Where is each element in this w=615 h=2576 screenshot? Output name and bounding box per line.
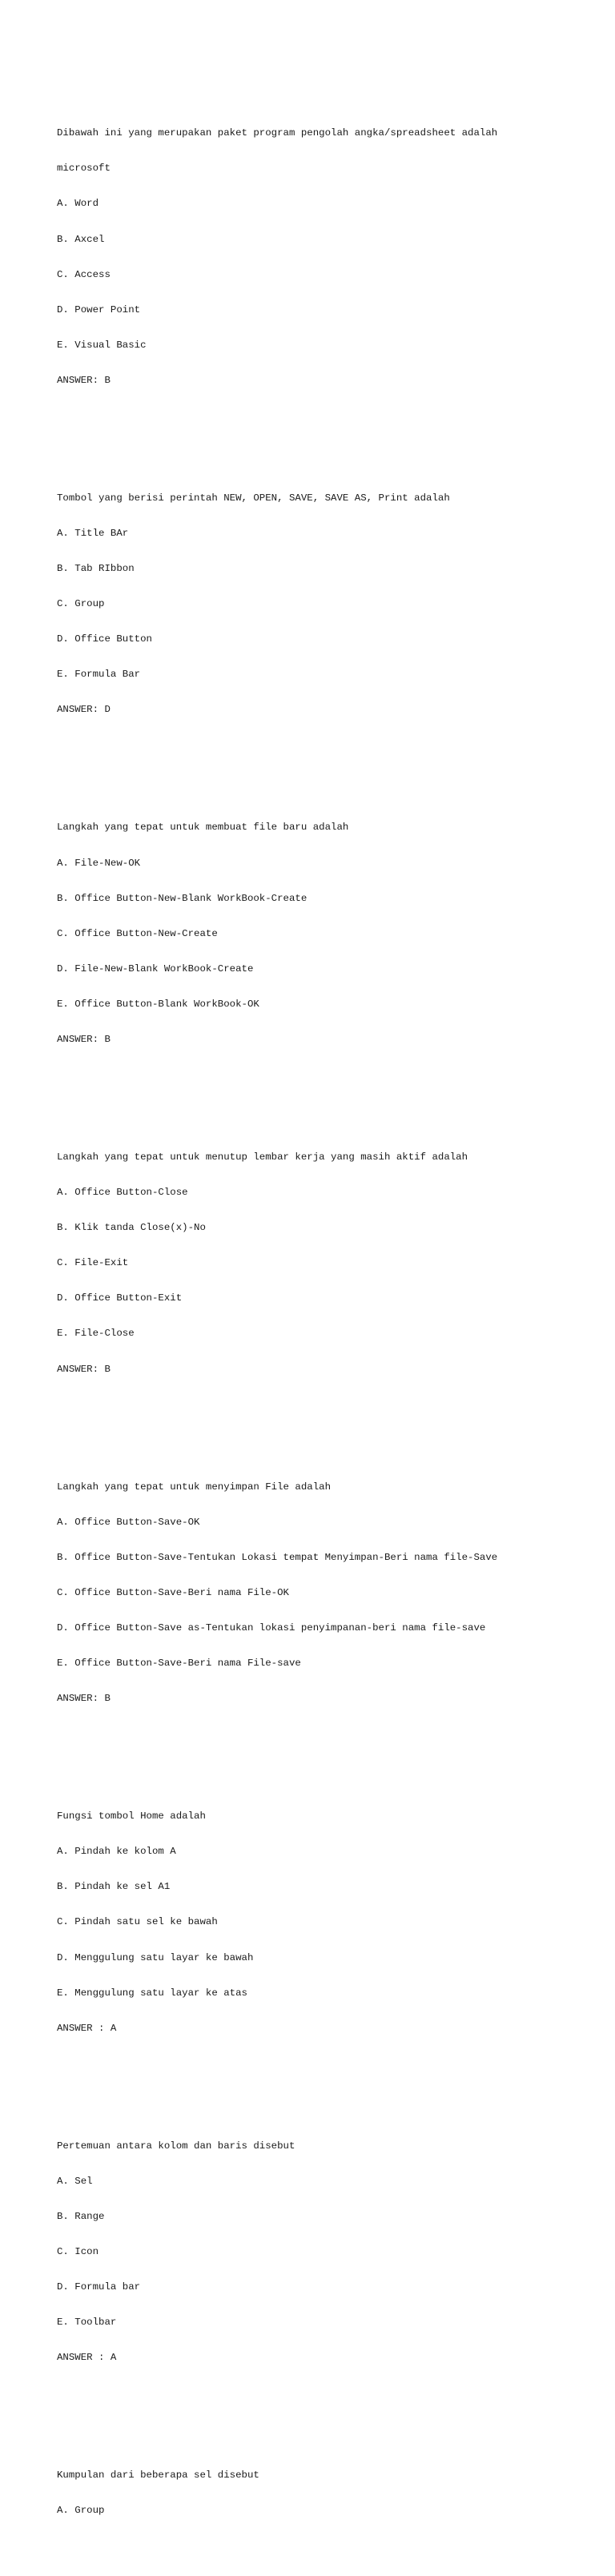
option-c: C. Access [57,268,111,280]
answer-line: ANSWER: B [57,374,111,386]
question-text: Pertemuan antara kolom dan baris disebut [57,2140,295,2152]
option-a: A. File-New-OK [57,857,141,869]
answer-line: ANSWER: D [57,704,111,716]
option-d: D. File-New-Blank WorkBook-Create [57,962,254,975]
question-text: Langkah yang tepat untuk membuat file baru adalah [57,822,349,834]
option-c: C. Icon [57,2245,99,2257]
option-b: B. Range [57,2210,105,2222]
answer-line: ANSWER: B [57,1693,111,1705]
option-c: C. Office Button-New-Create [57,927,218,939]
option-a: A. Pindah ke kolom A [57,1846,176,1858]
answer-line: ANSWER : A [57,2022,117,2034]
question-text: Langkah yang tepat untuk menutup lembar kerja yang masih aktif adalah [57,1151,468,1163]
option-b: B. Klik tanda Close(x)-No [57,1222,206,1234]
option-a: A. Word [57,198,99,210]
option-b: B. Pindah ke sel A1 [57,1881,171,1893]
option-b: B. Office Button-Save-Tentukan Lokasi tempat Menyimpan-Beri nama file-Save [57,1551,498,1563]
option-d: D. Menggulung satu layar ke bawah [57,1951,254,1963]
option-b: B. Office Button-New-Blank WorkBook-Create [57,892,308,904]
question-block [57,798,601,1069]
option-d: D. Power Point [57,303,141,315]
option-c: C. Office Button-Save-Beri nama File-OK [57,1586,289,1598]
question-block [57,104,601,410]
question-block [57,1457,601,1728]
option-e: E. File-Close [57,1328,135,1340]
question-text: microsoft [57,163,111,175]
option-c: C. File-Exit [57,1257,129,1269]
option-a: A. Sel [57,2175,93,2187]
question-block [57,1128,601,1399]
option-c: C. Pindah satu sel ke bawah [57,1916,218,1928]
option-b: B. Tab RIbbon [57,563,135,575]
option-a: A. Group [57,2505,105,2517]
question-block [57,2116,601,2387]
option-d: D. Formula bar [57,2281,141,2293]
option-a: A. Title BAr [57,527,129,539]
question-text: Dibawah ini yang merupakan paket program pengolah angka/spreadsheet adalah [57,127,498,139]
option-e: E. Office Button-Blank WorkBook-OK [57,998,259,1010]
question-block [57,1787,601,2058]
option-e: E. Formula Bar [57,669,141,681]
answer-line: ANSWER: B [57,1034,111,1045]
question-text: Fungsi tombol Home adalah [57,1810,206,1822]
option-e: E. Menggulung satu layar ke atas [57,1987,247,1999]
option-a: A. Office Button-Close [57,1187,188,1199]
document-body [57,57,601,2576]
option-e: E. Visual Basic [57,339,147,351]
option-e: E. Office Button-Save-Beri nama File-save [57,1658,301,1670]
option-d: D. Office Button-Save as-Tentukan lokasi penyimpanan-beri nama file-save [57,1622,486,1634]
question-block [57,2446,601,2541]
option-b: B. Axcel [57,233,105,245]
option-a: A. Office Button-Save-OK [57,1516,200,1528]
option-c: C. Group [57,598,105,610]
option-d: D. Office Button-Exit [57,1292,183,1304]
answer-line: ANSWER: B [57,1363,111,1375]
question-text: Kumpulan dari beberapa sel disebut [57,2470,259,2482]
option-e: E. Toolbar [57,2317,117,2329]
question-block [57,468,601,739]
option-d: D. Office Button [57,633,152,645]
question-text: Tombol yang berisi perintah NEW, OPEN, SAVE, SAVE AS, Print adalah [57,492,450,504]
answer-line: ANSWER : A [57,2352,117,2364]
question-text: Langkah yang tepat untuk menyimpan File adalah [57,1481,332,1493]
